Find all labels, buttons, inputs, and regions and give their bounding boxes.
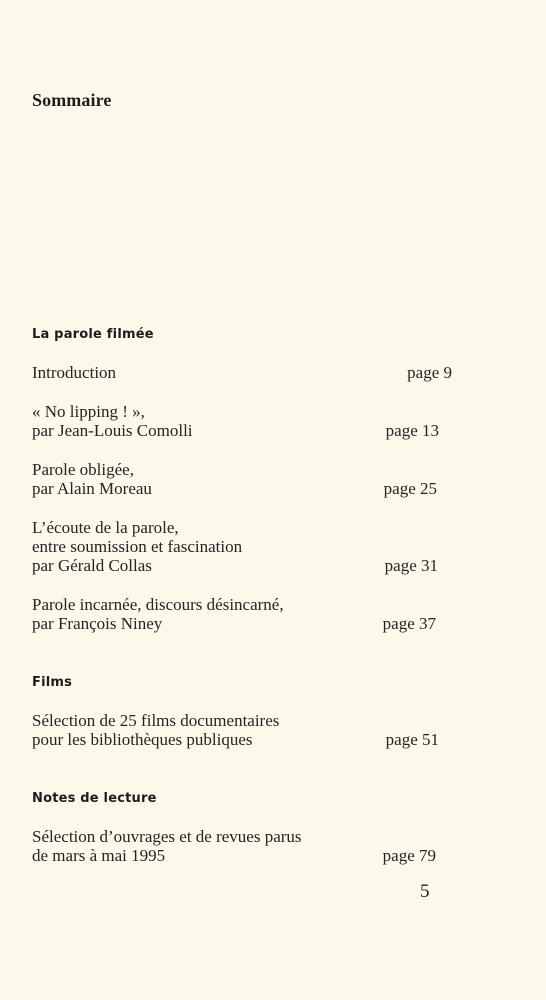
toc-entry-collas xyxy=(32,518,452,575)
toc-entry-moreau xyxy=(32,460,452,498)
toc-entry-line: Parole obligée, xyxy=(32,460,134,479)
toc-entry-line: par François Niney xyxy=(32,614,163,633)
toc-entry-line: par Gérald Collas xyxy=(32,556,152,575)
section-heading-la-parole-filmee: La parole filmée xyxy=(32,327,154,342)
section-heading-films: Films xyxy=(32,675,73,690)
toc-page-reference: page 25 xyxy=(383,479,437,498)
toc-entry-line: L’écoute de la parole, xyxy=(32,518,179,537)
toc-page-reference: page 37 xyxy=(382,614,436,633)
page-number: 5 xyxy=(420,881,430,902)
toc-page-reference: page 13 xyxy=(385,421,439,440)
toc-entry-notes-selection xyxy=(32,827,452,865)
toc-page-reference: page 9 xyxy=(407,363,452,382)
section-heading-notes-de-lecture: Notes de lecture xyxy=(32,791,157,806)
toc-entry-line: Sélection d’ouvrages et de revues parus xyxy=(32,827,302,846)
toc-entry-line: Introduction xyxy=(32,363,117,382)
toc-entry-line: « No lipping ! », xyxy=(32,402,145,421)
toc-entry-line: Sélection de 25 films documentaires xyxy=(32,711,280,730)
toc-entry-line: entre soumission et fascination xyxy=(32,537,243,556)
toc-entry-line: par Alain Moreau xyxy=(32,479,152,498)
toc-page-reference: page 51 xyxy=(385,730,439,749)
toc-entry-niney xyxy=(32,595,452,633)
toc-entry-films-selection xyxy=(32,711,452,749)
page-title: Sommaire xyxy=(32,90,112,110)
toc-entry-line: pour les bibliothèques publiques xyxy=(32,730,253,749)
toc-page-reference: page 31 xyxy=(384,556,438,575)
toc-page-reference: page 79 xyxy=(382,846,436,865)
toc-entry-line: Parole incarnée, discours désincarné, xyxy=(32,595,284,614)
toc-entry-line: de mars à mai 1995 xyxy=(32,846,166,865)
toc-entry-comolli xyxy=(32,402,452,440)
toc-entry-line: par Jean-Louis Comolli xyxy=(32,421,193,440)
toc-entry-introduction xyxy=(32,363,452,382)
